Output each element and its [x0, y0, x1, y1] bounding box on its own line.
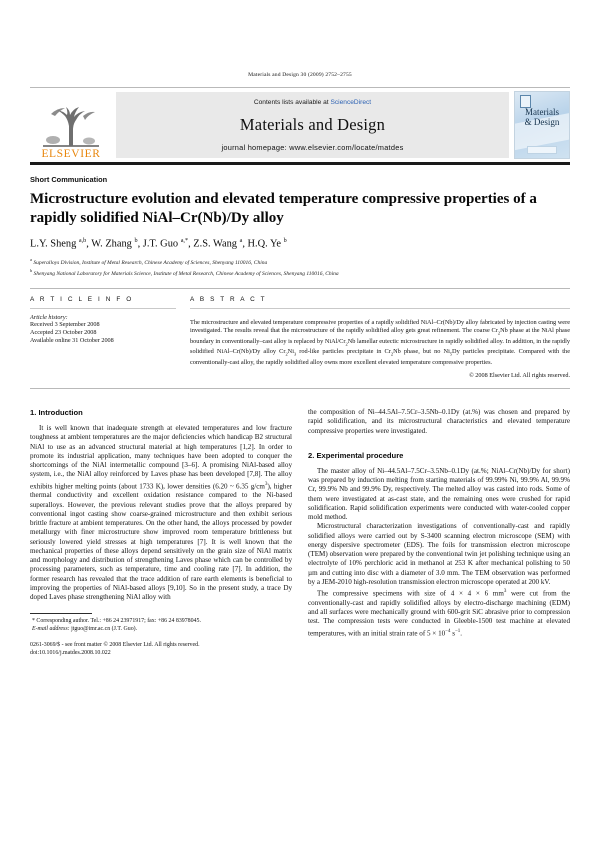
article-received-date: Received 3 September 2008	[30, 320, 100, 328]
elsevier-tree-icon	[41, 102, 101, 148]
journal-title: Materials and Design	[239, 114, 386, 134]
contents-prefix: Contents lists available at	[253, 99, 331, 106]
experimental-paragraph-1: The master alloy of Ni–44.5Al–7.5Cr–3.5Nb–0.1Dy (at.%; NiAl–Cr(Nb)/Dy for short) was prepared by induction melting from starting materials of 99.99% Ni, 99.9% Al, 99.9% Cr, 99.9% Nb and 99.9% Dy, respectively. The melted alloy was casted into rods. Some of them were investigated at as-cast state, and the remaining ones were crushed for rapid solidification. Rapid solidification experiments were conducted with water-cooled copper mold method.	[308, 466, 570, 522]
abstract-heading: A B S T R A C T	[190, 295, 267, 303]
experimental-paragraph-2: Microstructural characterization investigations of conventionally-cast and rapidly solidified alloys were carried out by S-3400 scanning electron microscope (SEM) with energy dispersive spectrometer (EDS). The foils for transmission electron microscope (TEM) observation were prepared by the conventional twin jet polishing technique using an electrolyte of 10% perchloric acid in methanol at 253 K after mechanical polishing to 50 µm and cutting into disc with a diameter of 3.0 mm. The TEM observation was performed by a JEM-2010 high-resolution transmission electron microscope operated at 200 kV.	[308, 522, 570, 586]
footnote-block	[30, 613, 292, 657]
article-info-rule	[30, 308, 176, 309]
column-left	[30, 408, 292, 657]
affiliation-b: $^b$ Shenyang National Laboratory for Materials Science, Institute of Metal Research, Chinese Academy of Sciences, Shenyang 110016, China	[30, 267, 339, 277]
abstract-rule	[190, 308, 570, 309]
running-head: Materials and Design 30 (2009) 2752–2755	[248, 72, 352, 78]
cover-title-line1: Materials	[525, 107, 559, 117]
doi-line[interactable]: doi:10.1016/j.matdes.2008.10.022	[30, 649, 111, 656]
introduction-paragraph-1-continued: the composition of Ni–44.5Al–7.5Cr–3.5Nb–0.1Dy (at.%) was chosen and prepared by rapid solidification, and its microstructural characteristics and elevated temperature compressive properties were investigated.	[308, 408, 570, 435]
experimental-paragraph-3: The compressive specimens with size of 4 × 4 × 6 $mm^3$ were cut from the conventionally-cast and rapidly solidified alloys by electro-discharge machining (EDM) and all surfaces were mechanically ground with 600-grit SiC abrasive prior to compression test. The compression tests were conducted in Gleeble-1500 test machine at elevated temperatures, with an initial strain rate of $5 \times 10^{-4}$ $s^{-1}$.	[308, 589, 570, 637]
article-info-heading: A R T I C L E I N F O	[30, 295, 134, 303]
page-title: Microstructure evolution and elevated temperature compressive properties of a rapidly solidified NiAl–Cr(Nb)/Dy alloy	[30, 191, 537, 226]
affiliation-b-text: Shenyang National Laboratory for Materials Science, Institute of Metal Research, Chinese Academy of Sciences, Shenyang 110016, China	[33, 270, 339, 277]
cover-title	[515, 108, 569, 127]
imprint-block	[30, 642, 292, 658]
masthead-center	[116, 92, 509, 158]
journal-homepage-line[interactable]: journal homepage: www.elsevier.com/locate/matdes	[221, 143, 404, 152]
abstract-copyright: © 2008 Elsevier Ltd. All rights reserved.	[469, 372, 570, 380]
abstract-text: The microstructure and elevated temperature compressive properties of a rapidly solidified NiAl–Cr(Nb)/Dy alloy fabricated by injection casting were investigated. The results reveal that the microstructure of the rapidly solidified alloy gets great refinement. The coarse $Cr_2Nb$ phase at the NiAl phase boundary in conventionally–cast alloy is replaced by NiAl/$Cr_2Nb$ lamellar eutectic microstructure in rapidly solidified alloy. In addition, in the rapidly solidified NiAl–Cr(Nb)/Dy alloy $Cr_2Ni_3$ rod-like particles precipitate in $Cr_2Nb$ phase, but no $Ni_5Dy$ particles precipitate. Compared with the conventionally-cast alloy, the rapidly solidified alloy owns more excellent elevated temperature compressive properties.	[190, 318, 571, 366]
body-two-column	[30, 408, 570, 657]
section-heading-experimental: 2. Experimental procedure	[308, 450, 404, 460]
introduction-paragraph-1: It is well known that inadequate strength at elevated temperatures and low fracture toughness at ambient temperatures are the major deficiencies which handicap B2 structural NiAl to use as an advanced structural material at high temperatures [1,2]. In order to promote its industrial application, many techniques have been adopted to conquer the shortcomings of the NiAl intermetallic compound [3–6]. A promising NiAl-based alloy system, i.e., the NiAl alloy reinforced by Laves phase has been developed [7,8]. The alloy exhibits higher melting points (about 1733 K), lower densities (6.20 ~ 6.35 $g/cm^3$), higher thermal conductivity and excellent oxidation resistance compared to the Ni-based superalloys. However, the previous relevant studies prove that the alloys prepared by conventional ingot casting show coarse-grained microstructure and then exhibit serious brittle fracture at ambient temperatures. On the other hand, the alloys processed by powder metallurgy with finer microstructure show improved room temperature brittleness but seriously lowered yield stresses at high temperatures [7]. It is well known that the mechanical properties of these alloys depend sensitively on the grain size of NiAl matrix and morphology and distribution of strengthening Laves phase which can be controlled by processing parameters, such as temperature, time and cooling rate [7]. In addition, the former research has revealed that the trace addition of rare earth elements is beneficial to improving the properties of NiAl-based alloys [9,10]. So in the present study, a trace Dy doped Laves phase strengthening NiAl alloy with	[30, 424, 292, 602]
section-heading-introduction: 1. Introduction	[30, 408, 83, 418]
cover-title-line2: & Design	[524, 116, 560, 127]
affiliation-a-text: Superalloys Division, Institute of Metal Research, Chinese Academy of Sciences, Shenyang 110016, China	[33, 259, 268, 266]
article-accepted-date: Accepted 23 October 2008	[30, 329, 97, 337]
affiliation-a: $^a$ Superalloys Division, Institute of Metal Research, Chinese Academy of Sciences, Shenyang 110016, China	[30, 256, 268, 266]
author-list: L.Y. Sheng $^{a,b}$, W. Zhang $^b$, J.T. Guo $^{a,*}$, Z.S. Wang $^a$, H.Q. Ye $^b$	[30, 237, 287, 250]
corresponding-author-note: * Corresponding author. Tel.: +86 24 23971917; fax: +86 24 83978045.	[32, 618, 201, 625]
article-available-date: Available online 31 October 2008	[30, 337, 114, 345]
info-abstract-band	[30, 288, 570, 389]
article-info-block	[30, 296, 190, 379]
journal-masthead	[30, 87, 570, 165]
article-type: Short Communication	[30, 175, 108, 184]
column-right	[308, 408, 570, 657]
email-address-note[interactable]: E-mail address: jtguo@imr.ac.cn (J.T. Guo).	[32, 626, 138, 633]
cover-footer-band	[527, 146, 557, 154]
elsevier-wordmark: ELSEVIER	[41, 147, 101, 160]
issn-front-matter: 0261-3069/$ - see front matter © 2008 Elsevier Ltd. All rights reserved.	[30, 641, 200, 648]
abstract-block	[190, 296, 570, 379]
affiliations	[30, 256, 570, 278]
footnote-rule	[30, 613, 92, 614]
journal-cover-thumbnail	[514, 91, 570, 159]
sciencedirect-link[interactable]: ScienceDirect	[330, 99, 372, 106]
elsevier-logo	[30, 88, 112, 162]
contents-available-line	[254, 99, 371, 106]
article-history-label: Article history:	[30, 313, 68, 321]
